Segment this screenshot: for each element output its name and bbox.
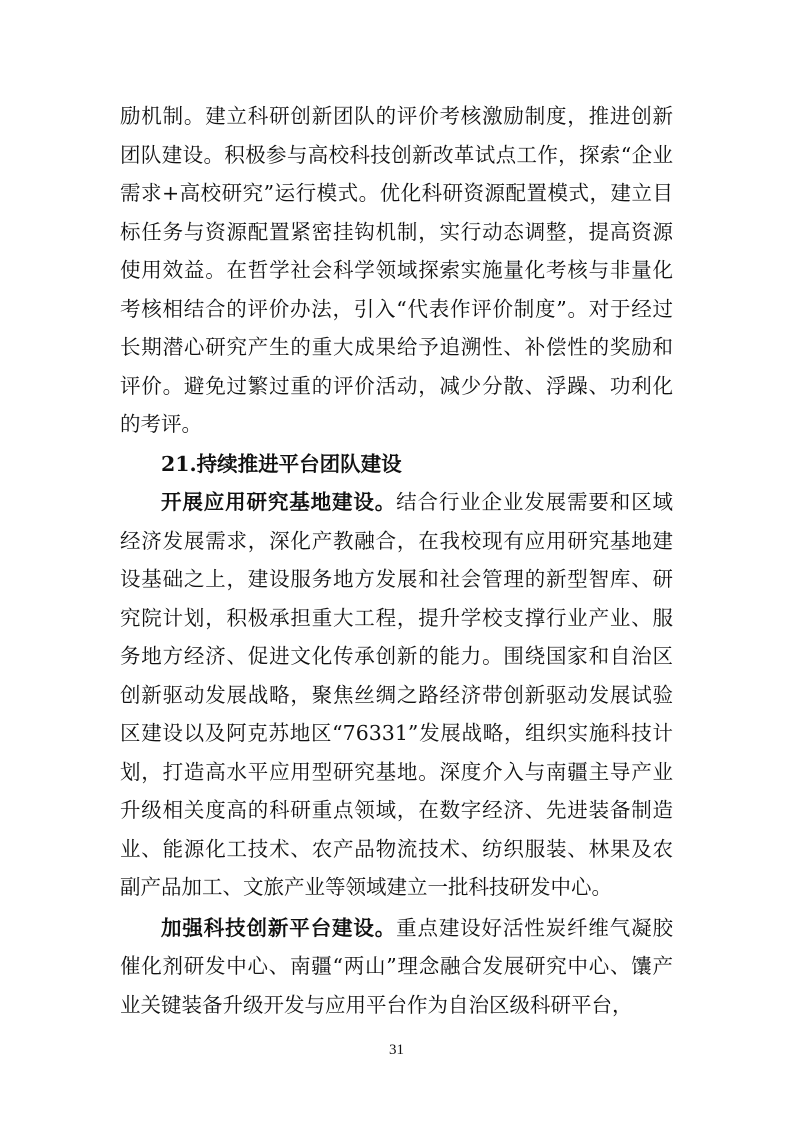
continued-paragraph: 励机制。建立科研创新团队的评价考核激励制度，推进创新团队建设。积极参与高校科技创新改革试点工作，探索“企业需求+高校研究”运行模式。优化科研资源配置模式，建立目标任务与资源配置紧密挂钩机制，实行动态调整，提高资源使用效益。在哲学社会科学领域探索实施量化考核与非量化考核相结合的评价办法，引入“代表作评价制度”。对于经过长期潜心研究产生的重大成果给予追溯性、补偿性的奖励和评价。避免过繁过重的评价活动，减少分散、浮躁、功利化的考评。 bbox=[120, 104, 673, 436]
paragraph-innovation-platform bbox=[120, 909, 673, 1025]
paragraph-lead: 开展应用研究基地建设。 bbox=[161, 490, 397, 514]
page-number: 31 bbox=[389, 1042, 404, 1058]
page-body bbox=[120, 97, 673, 1024]
section-heading: 21.持续推进平台团队建设 bbox=[161, 451, 402, 476]
paragraph-applied-research-base bbox=[120, 483, 673, 907]
paragraph-lead: 加强科技创新平台建设。 bbox=[161, 915, 397, 940]
paragraph-body: 结合行业企业发展需要和区域经济发展需求，深化产教融合，在我校现有应用研究基地建设基础之上，建设服务地方发展和社会管理的新型智库、研究院计划，积极承担重大工程，提升学校支撑行业产业、服务地方经济、促进文化传承创新的能力。围绕国家和自治区创新驱动发展战略，聚焦丝绸之路经济带创新驱动发展试验区建设以及阿克苏地区“76331”发展战略，组织实施科技计划，打造高水平应用型研究基地。深度介入与南疆主导产业升级相关度高的科研重点领域，在数字经济、先进装备制造业、能源化工技术、农产品物流技术、纺织服装、林果及农副产品加工、文旅产业等领域建立一批科技研发中心。 bbox=[120, 490, 674, 899]
paragraph-body: 重点建设好活性炭纤维气凝胶催化剂研发中心、南疆“两山”理念融合发展研究中心、馕产业关键装备升级开发与应用平台作为自治区级科研平台， bbox=[120, 915, 674, 1017]
